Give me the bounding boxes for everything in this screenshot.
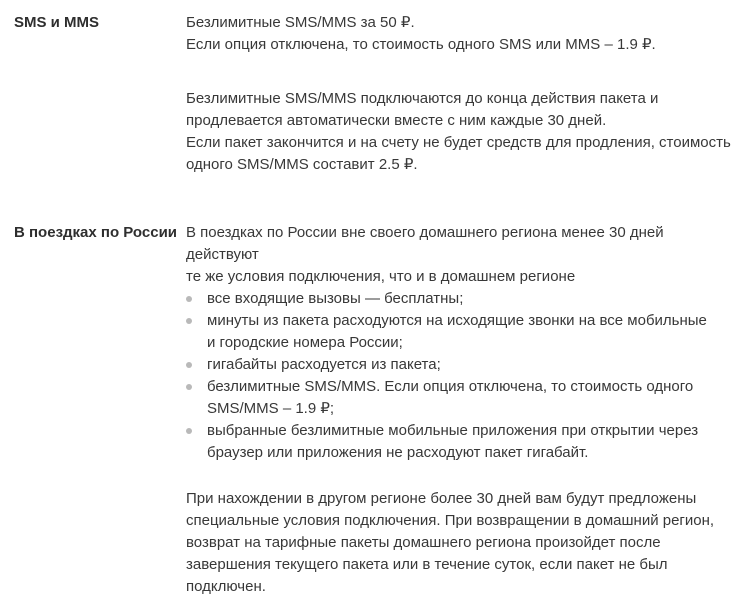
bullet-icon [186,362,192,368]
list-item [186,420,734,464]
paragraph-price: Безлимитные SMS/MMS за 50 ₽. Если опция отключена, то стоимость одного SMS или MMS – 1.9 ₽. [186,14,656,53]
travel-conditions-list [186,288,734,464]
list-item-text: минуты из пакета расходуются на исходящие звонки на все мобильные и городские номера России; [207,312,707,351]
list-item-text: выбранные безлимитные мобильные приложения при открытии через браузер или приложения не расходуют пакет гигабайт. [207,422,699,461]
section-travel-russia [14,222,741,598]
bullet-icon [186,296,192,302]
list-item-text: безлимитные SMS/MMS. Если опция отключена, то стоимость одного SMS/MMS – 1.9 ₽; [207,378,694,417]
list-item [186,310,734,354]
list-item-text: гигабайты расходуется из пакета; [207,356,441,373]
paragraph-renewal: Безлимитные SMS/MMS подключаются до конца действия пакета и продлевается автоматически вместе с ним каждые 30 дней. Если пакет закончится и на счету не будет средств для продления, стоимость одного SMS/MMS составит 2.5 ₽. [186,90,731,173]
paragraph-travel-intro: В поездках по России вне своего домашнего региона менее 30 дней действуют те же условия подключения, что и в домашнем регионе [186,224,664,285]
list-item [186,376,734,420]
bullet-icon [186,384,192,390]
section-sms-mms [14,12,741,176]
bullet-icon [186,428,192,434]
list-item-text: все входящие вызовы — бесплатны; [207,290,464,307]
list-item [186,354,734,376]
section-label-travel-russia: В поездках по России [14,224,178,241]
section-content-travel-russia [186,222,734,598]
bullet-icon [186,318,192,324]
section-label-sms-mms: SMS и MMS [14,14,100,31]
paragraph-other-region: При нахождении в другом регионе более 30 дней вам будут предложены специальные условия подключения. При возвращении в домашний регион, возврат на тарифные пакеты домашнего региона произойдет после завершения текущего пакета или в течение суток, если пакет не был подключен. [186,490,715,595]
list-item [186,288,734,310]
section-content-sms-mms [186,12,734,176]
